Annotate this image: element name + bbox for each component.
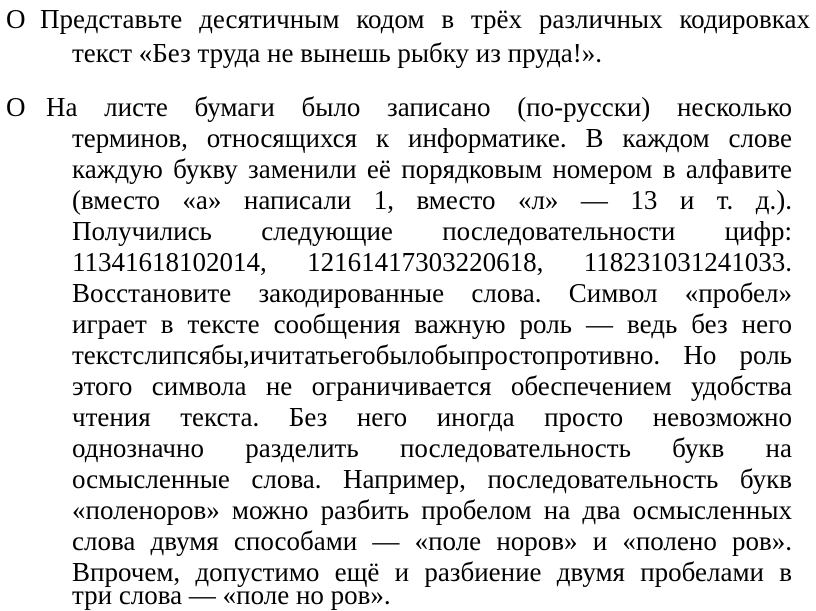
- task-2-line-11: чтения текста. Без него иногда просто невозможно: [72, 402, 792, 432]
- task-1-line-2: текст «Без труда не вынешь рыбку из пруда!».: [72, 38, 602, 68]
- task-1-line-1: Представьте десятичным кодом в трёх различных кодировках: [40, 4, 810, 34]
- task-2-line-13: осмысленные слова. Например, последовательность букв: [72, 464, 792, 494]
- task-2-line-12: однозначно разделить последовательность букв на: [72, 433, 792, 463]
- task-2-line-10: этого символа не ограничивается обеспечением удобства: [72, 371, 792, 401]
- task-2-line-1: На листе бумаги было записано (по-русски) несколько: [46, 92, 792, 122]
- task-2-line-3: каждую букву заменили её порядковым номером в алфавите: [72, 154, 792, 184]
- task-2-line-17: три слова — «поле но ров».: [72, 580, 391, 610]
- task-2-line-15: слова двумя способами — «поле норов» и «полено ров».: [72, 526, 792, 556]
- task-2-line-4: (вместо «а» написали 1, вместо «л» — 13 и т. д.).: [72, 185, 792, 215]
- task-2-line-14: «поленоров» можно разбить пробелом на два осмысленных: [72, 495, 792, 525]
- task-2-line-9: текстслипсябы,ичитатьегобылобыпростопротивно. Но роль: [72, 340, 792, 370]
- task-2-line-8: играет в тексте сообщения важную роль — ведь без него: [72, 309, 792, 339]
- task-2-line-16: Впрочем, допустимо ещё и разбиение двумя пробелами в: [72, 557, 792, 587]
- bullet-marker: O: [6, 4, 26, 34]
- task-2-line-6: 11341618102014, 12161417303220618, 118231031241033.: [72, 247, 792, 277]
- task-2-line-2: терминов, относящихся к информатике. В каждом слове: [72, 123, 792, 153]
- task-2-line-5: Получились следующие последовательности цифр:: [72, 216, 792, 246]
- task-2-line-7: Восстановите закодированные слова. Символ «пробел»: [72, 278, 792, 308]
- bullet-marker: O: [6, 92, 26, 122]
